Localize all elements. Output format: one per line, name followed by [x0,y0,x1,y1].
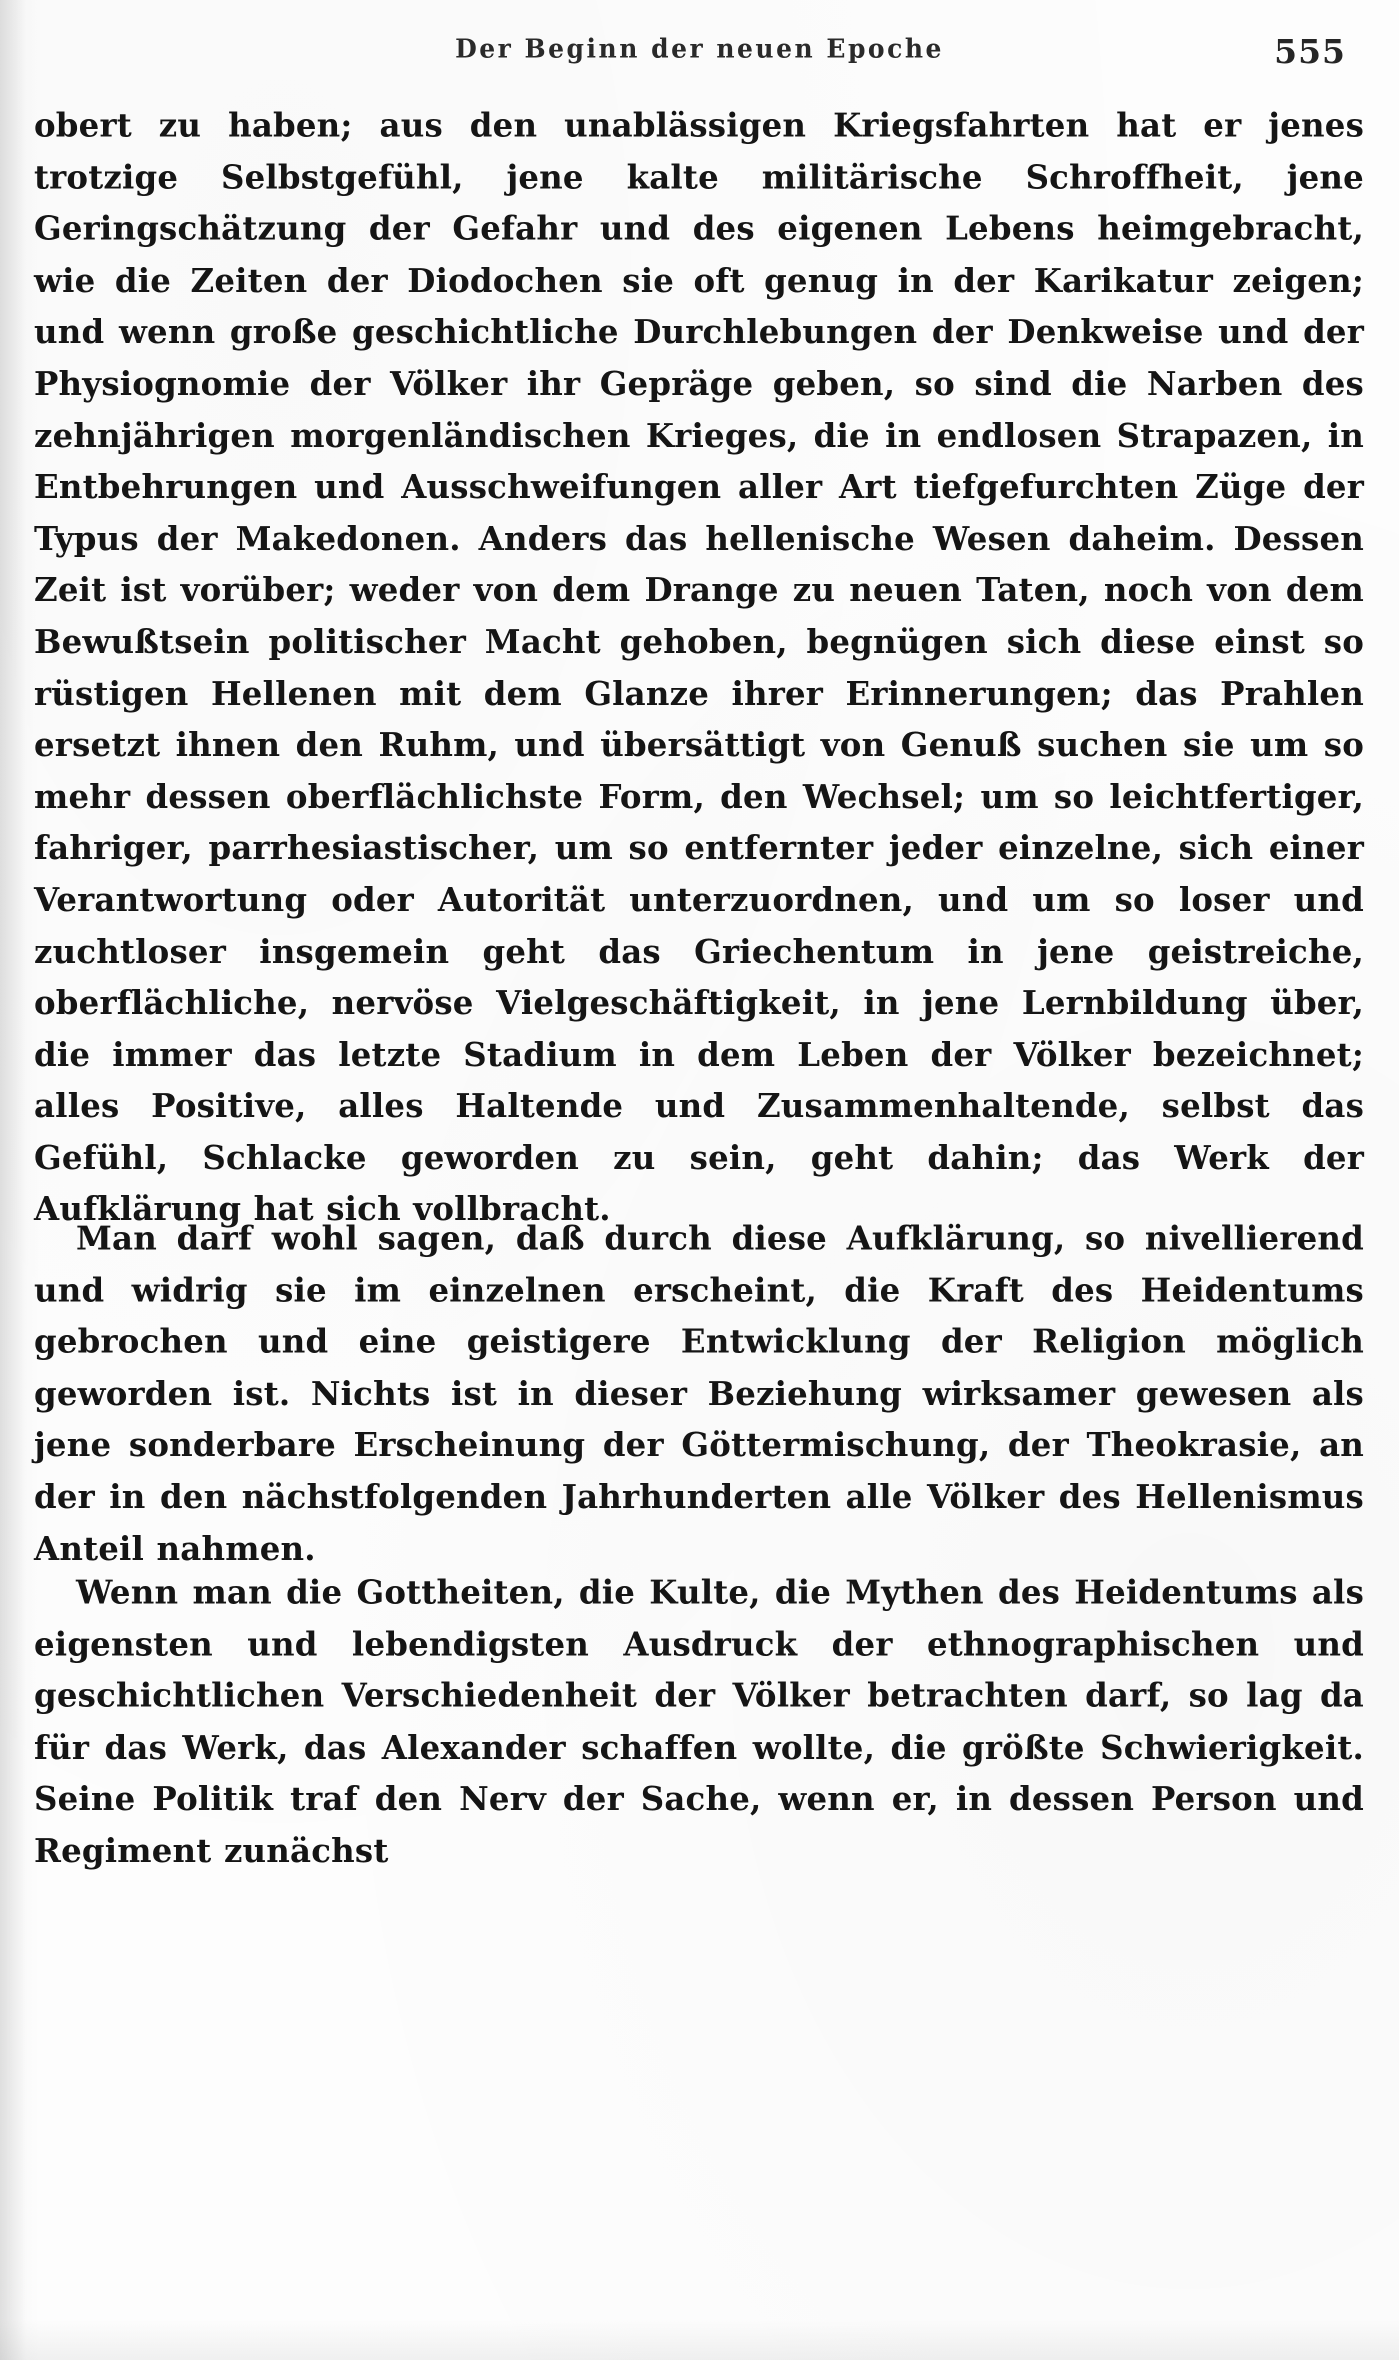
body-text [34,100,1364,1871]
running-head-title: Der Beginn der neuen Epoche [455,33,944,64]
scan-edge-shadow-left [0,0,26,2360]
scan-edge-shadow-bottom [0,2320,1399,2360]
paragraph: obert zu haben; aus den unablässigen Kriegsfahrten hat er jenes trotzige Selbstgefühl, jene kalte militärische Schroffheit, jene Geringschätzung der Gefahr und des eigenen Lebens heimgebracht, wie die Zeiten der Diodochen sie oft genug in der Karikatur zeigen; und wenn große geschichtliche Durchlebungen der Denkweise und der Physiognomie der Völker ihr Gepräge geben, so sind die Narben des zehnjährigen morgenländischen Krieges, die in endlosen Strapazen, in Entbehrungen und Ausschweifungen aller Art tiefgefurchten Züge der Typus der Makedonen. Anders das hellenische Wesen daheim. Dessen Zeit ist vorüber; weder von dem Drange zu neuen Taten, noch von dem Bewußtsein politischer Macht gehoben, begnügen sich diese einst so rüstigen Hellenen mit dem Glanze ihrer Erinnerungen; das Prahlen ersetzt ihnen den Ruhm, und übersättigt von Genuß suchen sie um so mehr dessen oberflächlichste Form, den Wechsel; um so leichtfertiger, fahriger, parrhesiastischer, um so entfernter jeder einzelne, sich einer Verantwortung oder Autorität unterzuordnen, und um so loser und zuchtloser insgemein geht das Griechentum in jene geistreiche, oberflächliche, nervöse Vielgeschäftigkeit, in jene Lernbildung über, die immer das letzte Stadium in dem Leben der Völker bezeichnet; alles Positive, alles Haltende und Zusammenhaltende, selbst das Gefühl, Schlacke geworden zu sein, geht dahin; das Werk der Aufklärung hat sich vollbracht. [34,106,1364,1229]
page-number: 555 [1274,32,1346,71]
running-head [45,34,1354,76]
paragraph: Man darf wohl sagen, daß durch diese Aufklärung, so nivellierend und widrig sie im einzelnen erscheint, die Kraft des Heidentums gebrochen und eine geistigere Entwicklung der Religion möglich geworden ist. Nichts ist in dieser Beziehung wirksamer gewesen als jene sonderbare Erscheinung der Göttermischung, der Theokrasie, an der in den nächstfolgenden Jahrhunderten alle Völker des Hellenismus Anteil nahmen. [34,1219,1364,1568]
paragraph: Wenn man die Gottheiten, die Kulte, die Mythen des Heidentums als eigensten und lebendigsten Ausdruck der ethnographischen und geschichtlichen Verschiedenheit der Völker betrachten darf, so lag da für das Werk, das Alexander schaffen wollte, die größte Schwierigkeit. Seine Politik traf den Nerv der Sache, wenn er, in dessen Person und Regiment zunächst [34,1573,1364,1871]
